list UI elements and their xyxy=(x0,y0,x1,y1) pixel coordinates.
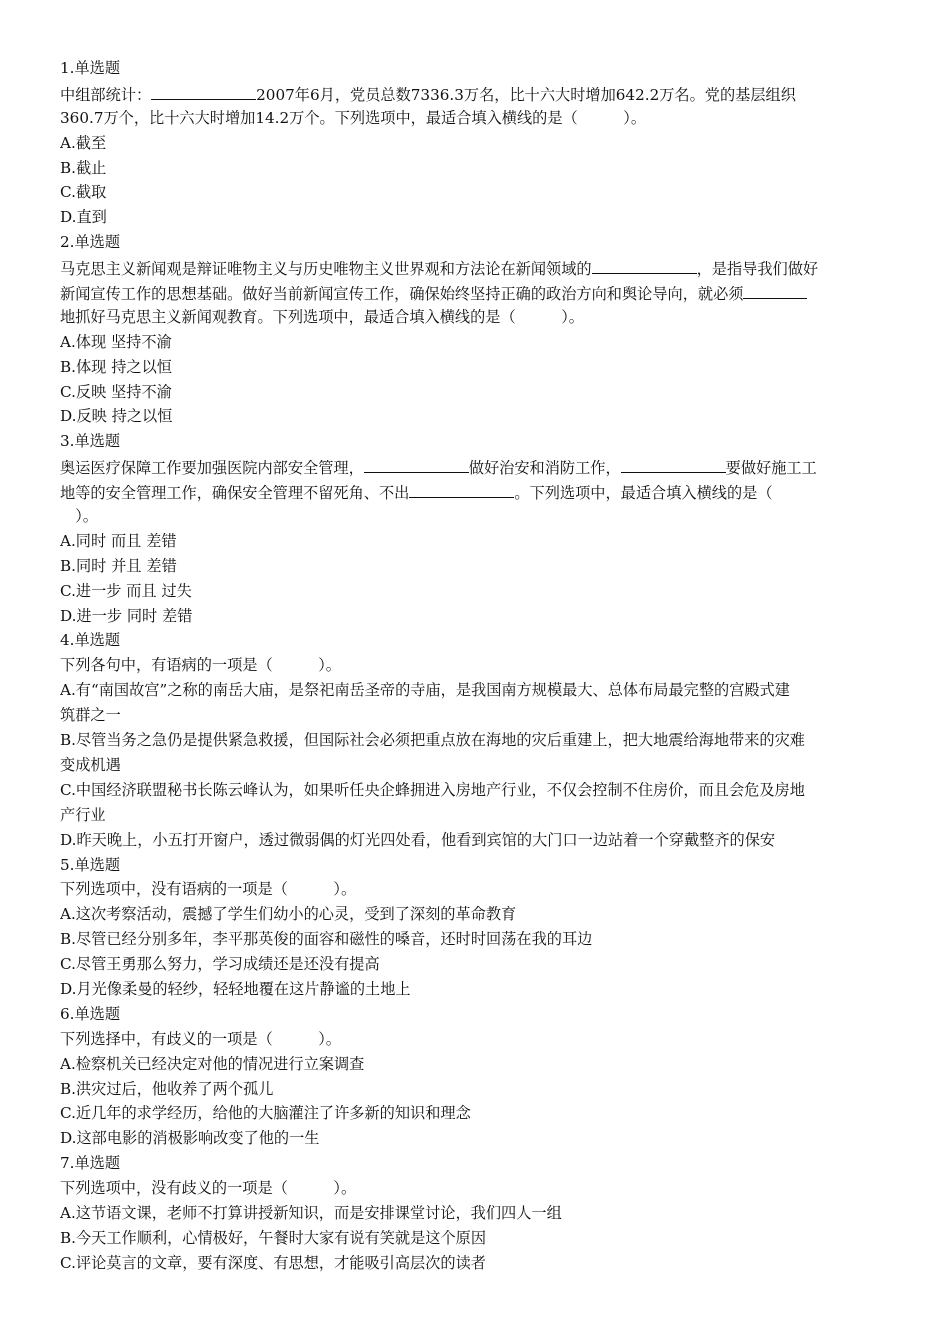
question-stem-line xyxy=(60,653,888,678)
answer-option: 变成机遇 xyxy=(60,755,121,774)
answer-option: B.洪灾过后，他收养了两个孤儿 xyxy=(60,1079,274,1098)
question-block xyxy=(60,1151,888,1275)
answer-option: A.体现 坚持不渝 xyxy=(60,332,172,351)
question-stem-line xyxy=(60,877,888,902)
stem-text: 360.7万个，比十六大时增加14.2万个。下列选项中，最适合填入横线的是（ ）。 xyxy=(60,108,647,127)
answer-option: D.月光像柔曼的轻纱，轻轻地覆在这片静谧的土地上 xyxy=(60,979,411,998)
stem-text: 下列选项中，没有语病的一项是（ ）。 xyxy=(60,880,357,899)
question-stem-line xyxy=(60,454,888,479)
stem-text: 要做好施工工 xyxy=(725,459,817,478)
question-stem-line xyxy=(60,106,888,131)
answer-option: A.检察机关已经决定对他的情况进行立案调查 xyxy=(60,1054,365,1073)
answer-option: D.这部电影的消极影响改变了他的一生 xyxy=(60,1129,320,1148)
answer-option: A.这节语文课，老师不打算讲授新知识，而是安排课堂讨论，我们四人一组 xyxy=(60,1203,562,1222)
question-block xyxy=(60,56,888,230)
stem-text: 2007年6月，党员总数7336.3万名，比十六大时增加642.2万名。党的基层组织 xyxy=(256,85,796,104)
answer-option: C.尽管王勇那么努力，学习成绩还是还没有提高 xyxy=(60,955,380,974)
stem-text: ，是指导我们做好 xyxy=(696,260,819,279)
answer-option: A.这次考察活动，震撼了学生们幼小的心灵，受到了深刻的革命教育 xyxy=(60,905,517,924)
fill-blank xyxy=(592,255,697,274)
answer-option: B.尽管已经分别多年，李平那英俊的面容和磁性的嗓音，还时时回荡在我的耳边 xyxy=(60,930,593,949)
answer-option: C.近几年的求学经历，给他的大脑灌注了许多新的知识和理念 xyxy=(60,1104,471,1123)
fill-blank xyxy=(409,479,514,498)
answer-option: B.今天工作顺利，心情极好，午餐时大家有说有笑就是这个原因 xyxy=(60,1228,487,1247)
stem-text: 马克思主义新闻观是辩证唯物主义与历史唯物主义世界观和方法论在新闻领域的 xyxy=(60,260,592,279)
stem-text: 奥运医疗保障工作要加强医院内部安全管理， xyxy=(60,459,364,478)
question-block xyxy=(60,628,888,852)
question-stem-line xyxy=(60,1027,888,1052)
question-number: 5.单选题 xyxy=(60,855,121,874)
question-block xyxy=(60,853,888,1002)
stem-text: 地等的安全管理工作，确保安全管理不留死角、不出 xyxy=(60,484,410,503)
question-number: 6.单选题 xyxy=(60,1004,121,1023)
stem-text: ）。 xyxy=(60,507,98,526)
stem-text: 地抓好马克思主义新闻观教育。下列选项中，最适合填入横线的是（ ）。 xyxy=(60,307,584,326)
fill-blank xyxy=(151,81,256,100)
stem-text: 做好治安和消防工作， xyxy=(468,459,621,478)
question-number: 1.单选题 xyxy=(60,59,121,77)
stem-text: 下列选项中，没有歧义的一项是（ ）。 xyxy=(60,1179,357,1198)
question-stem-line xyxy=(60,305,888,330)
answer-option: D.直到 xyxy=(60,208,107,227)
answer-option: A.有“南国故宫”之称的南岳大庙，是祭祀南岳圣帝的寺庙，是我国南方规模最大、总体布局最完整的宫殿式建 xyxy=(60,681,790,700)
answer-option: D.反映 持之以恒 xyxy=(60,407,173,426)
fill-blank xyxy=(621,454,726,473)
stem-text: 中组部统计： xyxy=(60,85,152,104)
question-stem-line xyxy=(60,280,888,305)
answer-option: C.进一步 而且 过失 xyxy=(60,581,192,600)
answer-option: B.尽管当务之急仍是提供紧急救援，但国际社会必须把重点放在海地的灾后重建上，把大地震给海地带来的灾难 xyxy=(60,731,805,750)
answer-option: A.截至 xyxy=(60,133,107,152)
answer-option: D.昨天晚上，小五打开窗户，透过微弱偶的灯光四处看，他看到宾馆的大门口一边站着一个穿戴整齐的保安 xyxy=(60,830,776,849)
answer-option: B.同时 并且 差错 xyxy=(60,556,177,575)
question-stem-line xyxy=(60,479,888,504)
answer-option: C.反映 坚持不渝 xyxy=(60,382,172,401)
question-number: 7.单选题 xyxy=(60,1154,121,1173)
question-stem-line xyxy=(60,81,888,106)
answer-option: C.截取 xyxy=(60,183,107,202)
answer-option: B.体现 持之以恒 xyxy=(60,357,172,376)
answer-option: B.截止 xyxy=(60,158,107,177)
question-stem-line xyxy=(60,504,888,529)
stem-text: 。下列选项中，最适合填入横线的是（ xyxy=(514,484,773,503)
stem-text: 新闻宣传工作的思想基础。做好当前新闻宣传工作，确保始终坚持正确的政治方向和舆论导向，就必须 xyxy=(60,285,744,304)
answer-option: D.进一步 同时 差错 xyxy=(60,606,193,625)
answer-option: 筑群之一 xyxy=(60,706,121,725)
question-stem-line xyxy=(60,255,888,280)
fill-blank xyxy=(743,280,807,299)
question-number: 3.单选题 xyxy=(60,432,121,451)
question-block xyxy=(60,1002,888,1151)
answer-option: C.评论莫言的文章，要有深度、有思想，才能吸引高层次的读者 xyxy=(60,1253,486,1272)
answer-option: 产行业 xyxy=(60,805,106,824)
question-stem-line xyxy=(60,1176,888,1201)
exam-document xyxy=(60,56,888,1276)
stem-text: 下列选择中，有歧义的一项是（ ）。 xyxy=(60,1029,341,1048)
question-number: 2.单选题 xyxy=(60,233,121,252)
answer-option: A.同时 而且 差错 xyxy=(60,531,177,550)
answer-option: C.中国经济联盟秘书长陈云峰认为，如果听任央企蜂拥进入房地产行业，不仅会控制不住房价，而且会危及房地 xyxy=(60,780,805,799)
stem-text: 下列各句中，有语病的一项是（ ）。 xyxy=(60,656,341,675)
question-block xyxy=(60,230,888,429)
question-number: 4.单选题 xyxy=(60,631,121,650)
question-block xyxy=(60,429,888,628)
fill-blank xyxy=(364,454,469,473)
